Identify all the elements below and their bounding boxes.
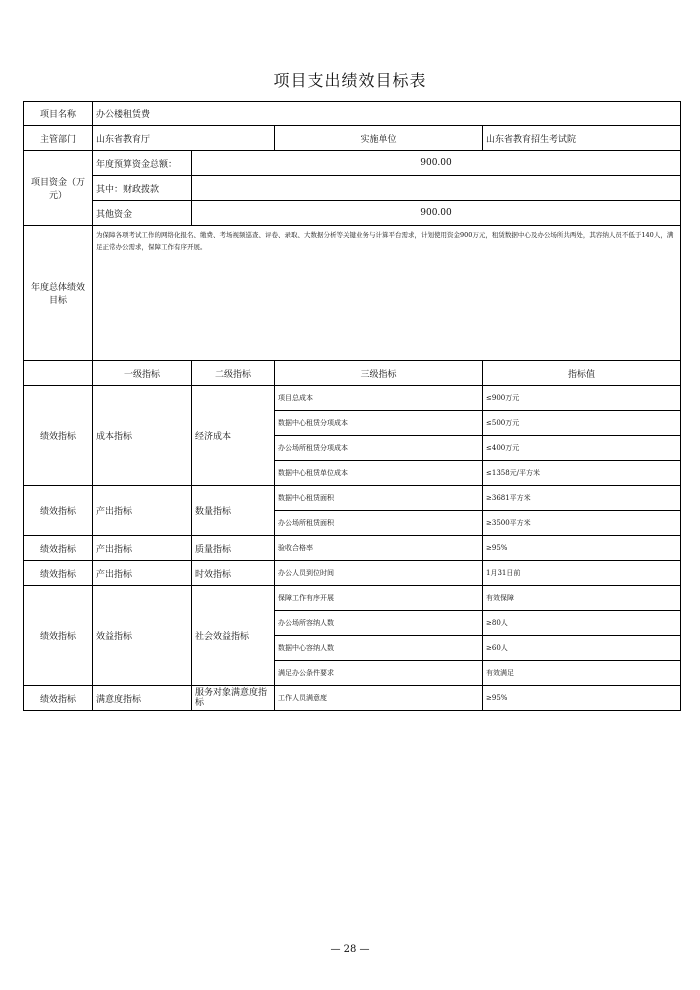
funds-other-label: 其他资金: [93, 201, 192, 226]
indicator-category: 绩效指标: [24, 486, 93, 536]
indicator-value: 有效保障: [483, 586, 681, 611]
indicator-value: ≥95%: [483, 686, 681, 711]
funds-fiscal-row: [24, 176, 681, 201]
indicator-level1: 产出指标: [93, 486, 192, 536]
indicator-level3: 验收合格率: [275, 536, 483, 561]
indicator-level2: 经济成本: [192, 386, 275, 486]
table-row: [24, 561, 681, 586]
dept-value: 山东省教育厅: [93, 126, 275, 151]
performance-table: [23, 101, 681, 711]
indicator-level3: 保障工作有序开展: [275, 586, 483, 611]
column-header-empty: [24, 361, 93, 386]
project-name-label: 项目名称: [24, 102, 93, 126]
indicator-level1: 产出指标: [93, 536, 192, 561]
impl-label: 实施单位: [275, 126, 483, 151]
indicator-value: ≥3500平方米: [483, 511, 681, 536]
project-name-value: 办公楼租赁费: [93, 102, 681, 126]
indicator-level3: 办公人员到位时间: [275, 561, 483, 586]
goal-text: 为保障各项考试工作的网络化报名、缴费、考场视频巡查、评卷、录取、大数据分析等关键业务与计算平台需求，计划使用资金900万元，租赁数据中心及办公场所共两处，其容纳人员不低于140人，满足正常办公需求，保障工作有序开展。: [93, 226, 681, 361]
funds-fiscal-label: 其中：财政拨款: [93, 176, 192, 201]
table-row: [24, 536, 681, 561]
dept-label: 主管部门: [24, 126, 93, 151]
indicator-level3: 数据中心租赁分项成本: [275, 411, 483, 436]
page-number: — 28 —: [330, 944, 370, 955]
indicator-level1: 成本指标: [93, 386, 192, 486]
indicator-level3: 办公场所容纳人数: [275, 611, 483, 636]
indicator-level3: 数据中心租赁面积: [275, 486, 483, 511]
indicator-level2: 服务对象满意度指标: [192, 686, 275, 711]
indicator-category: 绩效指标: [24, 586, 93, 686]
goal-label: 年度总体绩效目标: [24, 226, 93, 361]
indicator-level3: 满足办公条件要求: [275, 661, 483, 686]
column-header-value: 指标值: [483, 361, 681, 386]
indicator-value: ≥60人: [483, 636, 681, 661]
indicator-level3: 办公场所租赁面积: [275, 511, 483, 536]
funds-other-value: 900.00: [192, 201, 681, 226]
indicator-level2: 时效指标: [192, 561, 275, 586]
page-title: 项目支出绩效目标表: [273, 71, 427, 90]
column-header-row: [24, 361, 681, 386]
indicator-level3: 项目总成本: [275, 386, 483, 411]
indicator-category: 绩效指标: [24, 386, 93, 486]
indicator-value: ≥95%: [483, 536, 681, 561]
indicator-value: ≤900万元: [483, 386, 681, 411]
indicator-level2: 社会效益指标: [192, 586, 275, 686]
funds-total-value: 900.00: [192, 151, 681, 176]
indicator-value: 1月31日前: [483, 561, 681, 586]
department-row: [24, 126, 681, 151]
column-header-level2: 二级指标: [192, 361, 275, 386]
project-name-row: [24, 102, 681, 126]
table-row: [24, 486, 681, 511]
indicator-value: ≤400万元: [483, 436, 681, 461]
indicator-value: ≥3681平方米: [483, 486, 681, 511]
column-header-level3: 三级指标: [275, 361, 483, 386]
funds-other-row: [24, 201, 681, 226]
indicator-level3: 数据中心租赁单位成本: [275, 461, 483, 486]
table-row: [24, 386, 681, 411]
indicator-level1: 产出指标: [93, 561, 192, 586]
indicator-value: ≤1358元/平方米: [483, 461, 681, 486]
indicator-level3: 工作人员满意度: [275, 686, 483, 711]
indicator-level3: 数据中心容纳人数: [275, 636, 483, 661]
table-body: [24, 102, 681, 711]
indicator-level2: 数量指标: [192, 486, 275, 536]
indicator-level1: 满意度指标: [93, 686, 192, 711]
indicator-value: 有效满足: [483, 661, 681, 686]
indicator-category: 绩效指标: [24, 686, 93, 711]
funds-total-label: 年度预算资金总额：: [93, 151, 192, 176]
impl-value: 山东省教育招生考试院: [483, 126, 681, 151]
indicator-level2: 质量指标: [192, 536, 275, 561]
indicator-category: 绩效指标: [24, 561, 93, 586]
indicator-level3: 办公场所租赁分项成本: [275, 436, 483, 461]
funds-total-row: [24, 151, 681, 176]
table-row: [24, 686, 681, 711]
column-header-level1: 一级指标: [93, 361, 192, 386]
indicator-level1: 效益指标: [93, 586, 192, 686]
indicator-value: ≥80人: [483, 611, 681, 636]
indicator-category: 绩效指标: [24, 536, 93, 561]
table-row: [24, 586, 681, 611]
funds-label: 项目资金（万元）: [24, 151, 93, 226]
goal-row: [24, 226, 681, 361]
indicator-value: ≤500万元: [483, 411, 681, 436]
funds-fiscal-value: [192, 176, 681, 201]
